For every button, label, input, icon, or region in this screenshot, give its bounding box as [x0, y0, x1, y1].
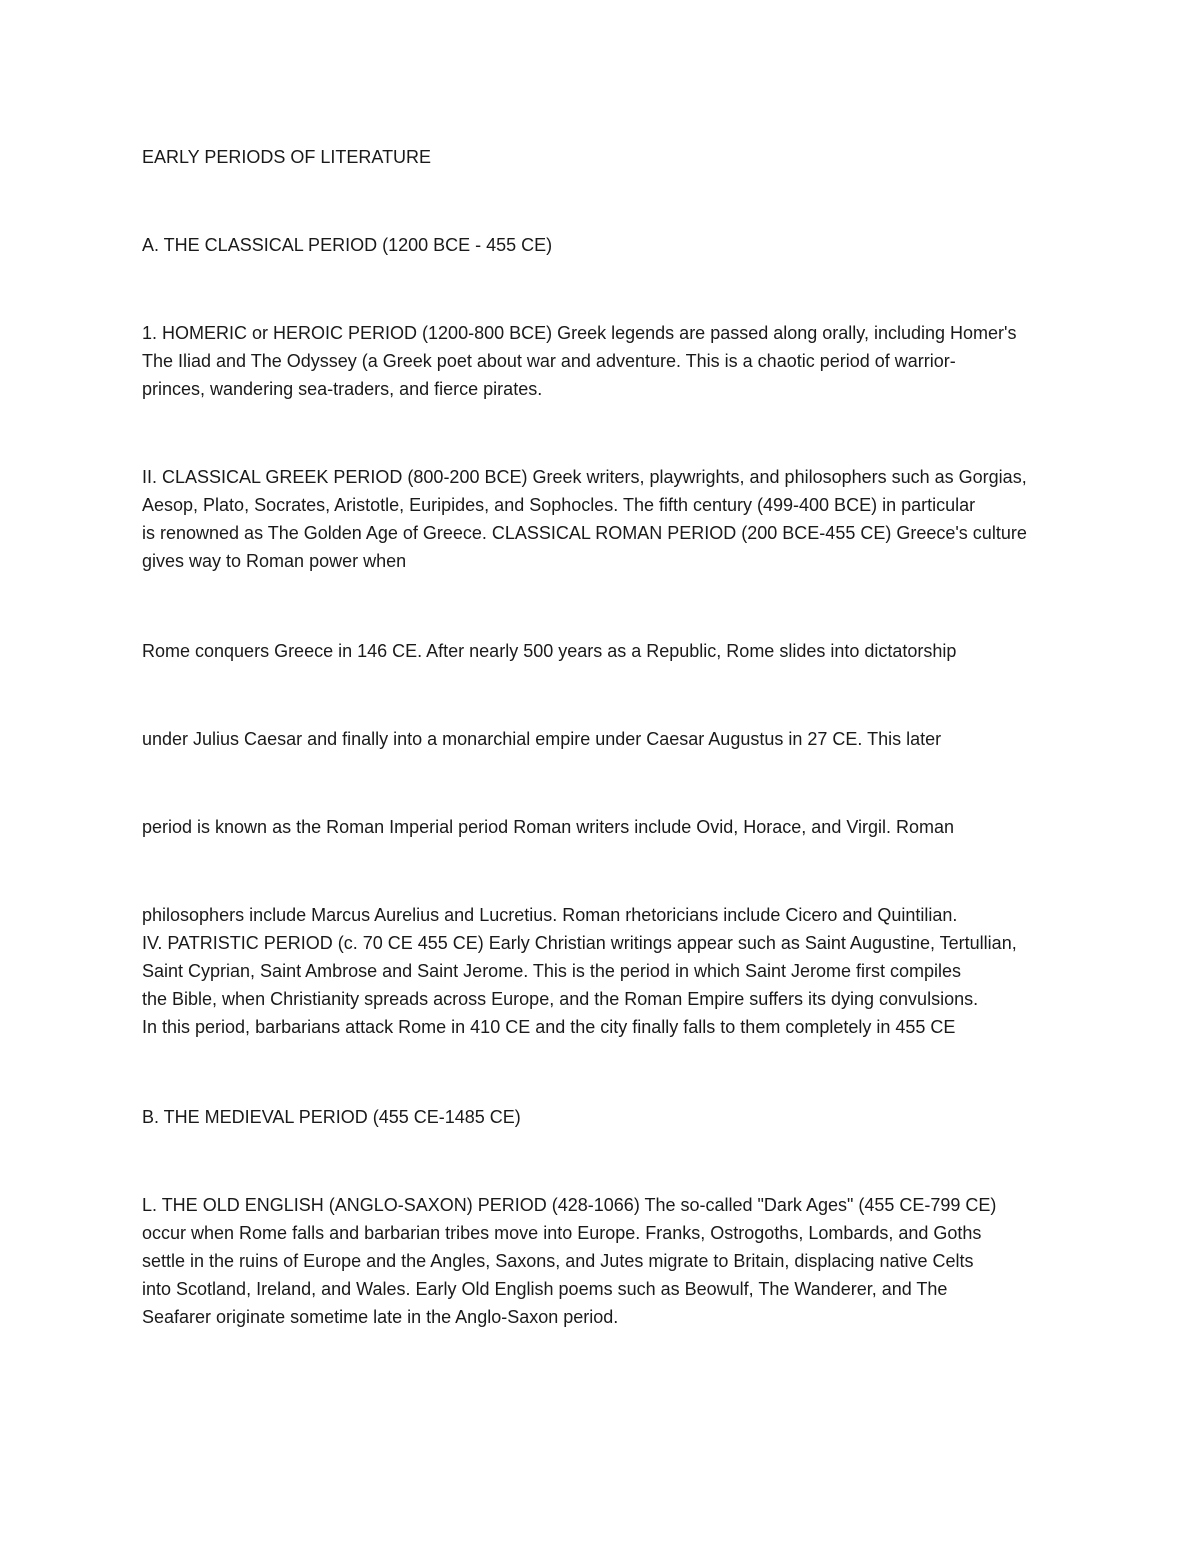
old-english-line-4: into Scotland, Ireland, and Wales. Early Old English poems such as Beowulf, The Wanderer, and The [142, 1279, 948, 1299]
patristic-period-line-3: Saint Cyprian, Saint Ambrose and Saint Jerome. This is the period in which Saint Jerome first compiles [142, 961, 962, 981]
classical-greek-line-2: Aesop, Plato, Socrates, Aristotle, Euripides, and Sophocles. The fifth century (499-400 BCE) in particular [142, 495, 976, 515]
classical-greek-line-3: is renowned as The Golden Age of Greece. CLASSICAL ROMAN PERIOD (200 BCE-455 CE) Greece's culture [142, 523, 1027, 543]
homeric-period-line-3: princes, wandering sea-traders, and fierce pirates. [142, 379, 543, 399]
homeric-period-line-1: 1. HOMERIC or HEROIC PERIOD (1200-800 BCE) Greek legends are passed along orally, including Homer's [142, 323, 1017, 343]
old-english-line-5: Seafarer originate sometime late in the Anglo-Saxon period. [142, 1307, 619, 1327]
patristic-period-line-2: IV. PATRISTIC PERIOD (c. 70 CE 455 CE) Early Christian writings appear such as Saint Augustine, Tertullian, [142, 933, 1017, 953]
roman-imperial-line: period is known as the Roman Imperial period Roman writers include Ovid, Horace, and Virgil. Roman [142, 817, 955, 837]
homeric-period-line-2: The Iliad and The Odyssey (a Greek poet about war and adventure. This is a chaotic period of warrior- [142, 351, 956, 371]
classical-greek-line-4: gives way to Roman power when [142, 551, 407, 571]
old-english-line-1: L. THE OLD ENGLISH (ANGLO-SAXON) PERIOD (428-1066) The so-called "Dark Ages" (455 CE-799 CE) [142, 1195, 997, 1215]
old-english-line-3: settle in the ruins of Europe and the Angles, Saxons, and Jutes migrate to Britain, displacing native Celts [142, 1251, 974, 1271]
patristic-period-line-1: philosophers include Marcus Aurelius and Lucretius. Roman rhetoricians include Cicero and Quintilian. [142, 905, 958, 925]
patristic-period-line-5: In this period, barbarians attack Rome in 410 CE and the city finally falls to them completely in 455 CE [142, 1017, 956, 1037]
julius-caesar-line: under Julius Caesar and finally into a monarchial empire under Caesar Augustus in 27 CE. This later [142, 729, 942, 749]
document-title: EARLY PERIODS OF LITERATURE [142, 147, 432, 167]
section-a-heading: A. THE CLASSICAL PERIOD (1200 BCE - 455 CE) [142, 235, 553, 255]
section-b-heading: B. THE MEDIEVAL PERIOD (455 CE-1485 CE) [142, 1107, 521, 1127]
old-english-line-2: occur when Rome falls and barbarian tribes move into Europe. Franks, Ostrogoths, Lombards, and Goths [142, 1223, 982, 1243]
patristic-period-line-4: the Bible, when Christianity spreads across Europe, and the Roman Empire suffers its dying convulsions. [142, 989, 979, 1009]
classical-greek-line-1: II. CLASSICAL GREEK PERIOD (800-200 BCE) Greek writers, playwrights, and philosophers such as Gorgias, [142, 467, 1027, 487]
roman-conquest-line: Rome conquers Greece in 146 CE. After nearly 500 years as a Republic, Rome slides into dictatorship [142, 641, 957, 661]
document-page [142, 0, 1072, 1553]
